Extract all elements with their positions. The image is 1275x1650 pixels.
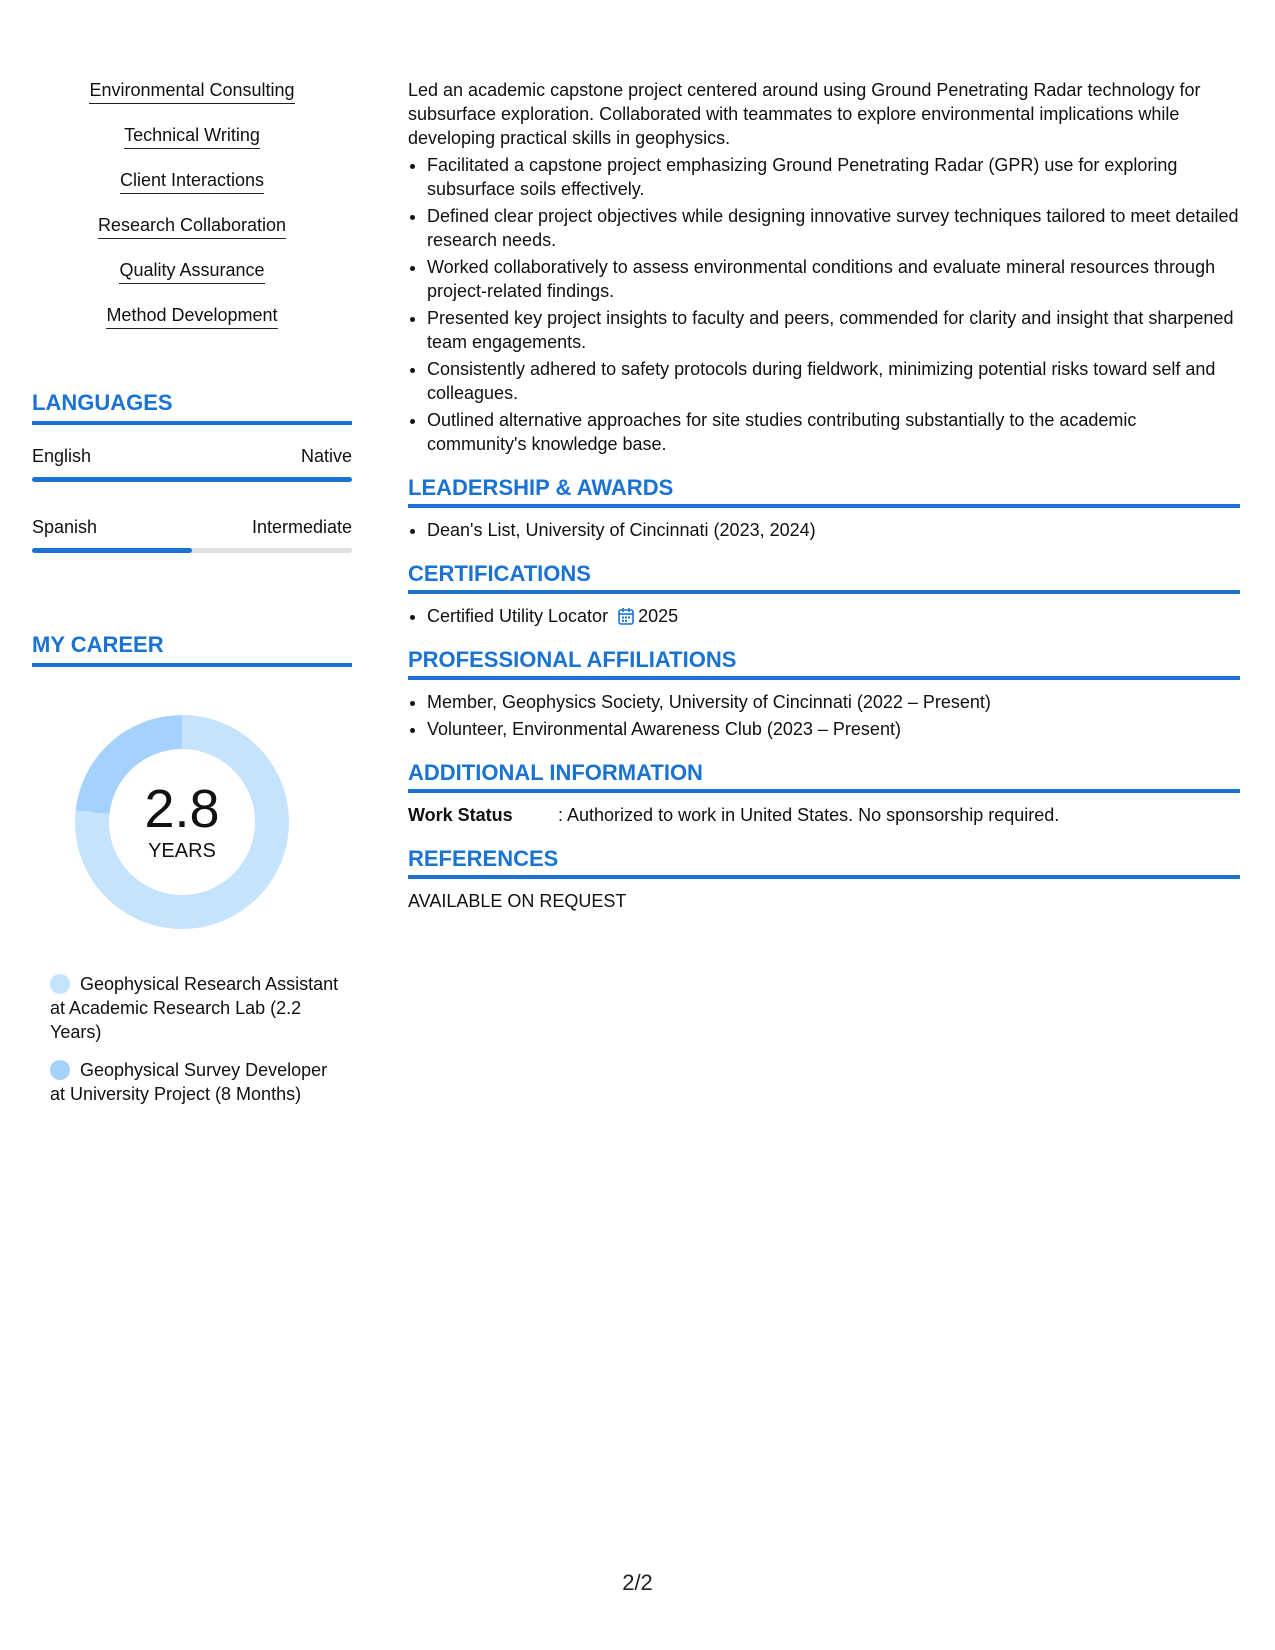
career-legend bbox=[50, 972, 340, 1120]
certification-name: Certified Utility Locator bbox=[427, 606, 609, 626]
language-proficiency-fill bbox=[32, 477, 352, 482]
certifications-section bbox=[408, 562, 1240, 628]
experience-bullet: • Defined clear project objectives while designing innovative survey techniques tailored to meet detailed research needs. bbox=[427, 204, 1240, 252]
work-status-value: : Authorized to work in United States. No sponsorship required. bbox=[558, 805, 1060, 825]
experience-bullet: • Outlined alternative approaches for site studies contributing substantially to the academic community's knowledge base. bbox=[427, 408, 1240, 456]
skill-item bbox=[32, 303, 352, 329]
skill-item bbox=[32, 213, 352, 239]
language-proficiency-bar bbox=[32, 548, 352, 553]
main-column bbox=[408, 78, 1240, 913]
skill-label: Method Development bbox=[106, 303, 277, 329]
certification-year: 2025 bbox=[638, 606, 679, 626]
languages-section bbox=[32, 390, 352, 553]
legend-dot bbox=[50, 1060, 70, 1080]
skill-label: Environmental Consulting bbox=[89, 78, 294, 104]
language-name: English bbox=[32, 446, 92, 466]
experience-bullet: • Worked collaboratively to assess environmental conditions and evaluate mineral resources through project-related findings. bbox=[427, 255, 1240, 303]
leadership-section bbox=[408, 476, 1240, 542]
legend-item bbox=[50, 1058, 340, 1106]
affiliation-item: • Member, Geophysics Society, University of Cincinnati (2022 – Present) bbox=[427, 690, 1240, 714]
language-level: Native bbox=[300, 446, 352, 466]
language-item bbox=[32, 516, 352, 553]
work-status-label: Work Status bbox=[408, 805, 513, 825]
experience-intro: Led an academic capstone project centered around using Ground Penetrating Radar technology for subsurface exploration. Collaborated with teammates to explore environmental implications while developing practical skills in geophysics. bbox=[408, 80, 1201, 148]
career-total-unit: YEARS bbox=[148, 840, 216, 862]
language-level: Intermediate bbox=[251, 517, 352, 537]
additional-info-heading: ADDITIONAL INFORMATION bbox=[408, 761, 1240, 793]
experience-bullet: • Presented key project insights to faculty and peers, commended for clarity and insight that sharpened team engagements. bbox=[427, 306, 1240, 354]
language-name: Spanish bbox=[32, 517, 98, 537]
affiliations-heading: PROFESSIONAL AFFILIATIONS bbox=[408, 648, 1240, 680]
experience-bullets bbox=[408, 153, 1240, 456]
skill-item bbox=[32, 258, 352, 284]
skill-item bbox=[32, 78, 352, 104]
work-status-row bbox=[408, 803, 1240, 827]
affiliations-section bbox=[408, 648, 1240, 741]
donut-center bbox=[67, 707, 297, 937]
skill-item bbox=[32, 168, 352, 194]
language-proficiency-bar bbox=[32, 477, 352, 482]
references-section bbox=[408, 847, 1240, 913]
language-proficiency-fill bbox=[32, 548, 192, 553]
skill-label: Quality Assurance bbox=[119, 258, 264, 284]
certification-item bbox=[427, 604, 1240, 628]
legend-label: Geophysical Survey Developer at University Project (8 Months) bbox=[50, 1060, 328, 1104]
career-heading: MY CAREER bbox=[32, 632, 352, 667]
legend-dot bbox=[50, 974, 70, 994]
affiliation-item: • Volunteer, Environmental Awareness Club (2023 – Present) bbox=[427, 717, 1240, 741]
legend-item bbox=[50, 972, 340, 1044]
leadership-item: • Dean's List, University of Cincinnati (2023, 2024) bbox=[427, 518, 1240, 542]
skills-column bbox=[32, 78, 352, 348]
language-item bbox=[32, 445, 352, 482]
skill-item bbox=[32, 123, 352, 149]
references-heading: REFERENCES bbox=[408, 847, 1240, 879]
certifications-heading: CERTIFICATIONS bbox=[408, 562, 1240, 594]
legend-label: Geophysical Research Assistant at Academic Research Lab (2.2 Years) bbox=[50, 974, 339, 1042]
references-text: AVAILABLE ON REQUEST bbox=[408, 891, 627, 911]
skill-label: Research Collaboration bbox=[98, 213, 286, 239]
career-total-value: 2.8 bbox=[144, 779, 220, 839]
career-donut-chart bbox=[67, 707, 297, 937]
languages-heading: LANGUAGES bbox=[32, 390, 352, 425]
additional-info-section bbox=[408, 761, 1240, 827]
calendar-icon bbox=[618, 607, 634, 625]
skill-label: Technical Writing bbox=[124, 123, 260, 149]
leadership-heading: LEADERSHIP & AWARDS bbox=[408, 476, 1240, 508]
experience-bullet: • Facilitated a capstone project emphasizing Ground Penetrating Radar (GPR) use for exploring subsurface soils effectively. bbox=[427, 153, 1240, 201]
skills-list bbox=[32, 78, 352, 329]
page-number: 2/2 bbox=[622, 1570, 653, 1595]
career-section bbox=[32, 632, 352, 1104]
skill-label: Client Interactions bbox=[120, 168, 264, 194]
experience-bullet: • Consistently adhered to safety protocols during fieldwork, minimizing potential risks toward self and colleagues. bbox=[427, 357, 1240, 405]
